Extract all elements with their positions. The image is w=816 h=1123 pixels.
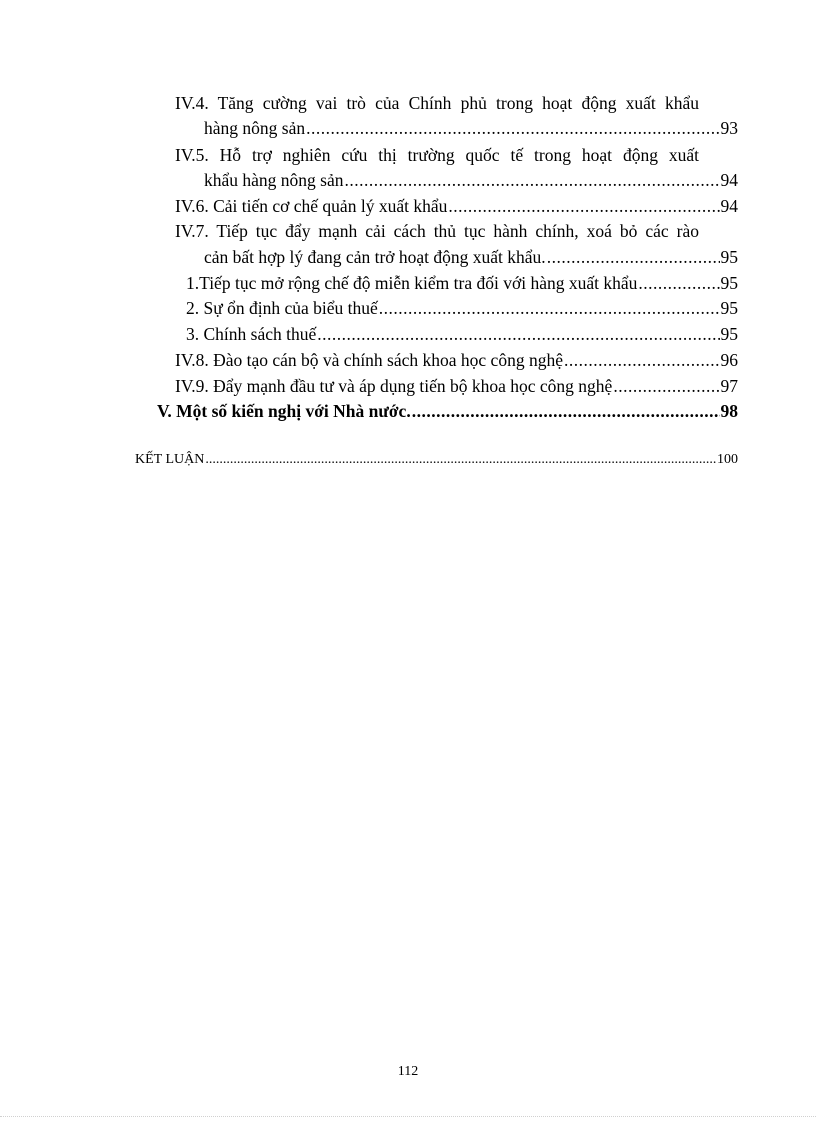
toc-entry-text: hàng nông sản	[204, 118, 306, 138]
toc-entry-text: 1.Tiếp tục mở rộng chế độ miễn kiểm tra đối với hàng xuất khẩu	[186, 273, 638, 293]
dot-leader	[412, 400, 720, 422]
dot-leader	[613, 375, 719, 397]
toc-page-number: 95	[720, 247, 738, 267]
toc-page-number: 97	[720, 376, 738, 396]
toc-entry-iv7-sub3[interactable]	[186, 323, 738, 345]
dot-leader	[564, 349, 720, 371]
dot-leader	[306, 117, 719, 139]
toc-page-number: 95	[720, 273, 738, 293]
toc-entry-iv7-line1: IV.7. Tiếp tục đẩy mạnh cải cách thủ tục hành chính, xoá bỏ các rào	[175, 221, 699, 241]
toc-entry-text: 3. Chính sách thuế	[186, 324, 317, 344]
toc-entry-text: IV.8. Đào tạo cán bộ và chính sách khoa học công nghệ	[175, 350, 563, 370]
dot-leader	[448, 195, 719, 217]
dot-leader	[317, 323, 719, 345]
toc-page-number: 94	[720, 170, 738, 190]
toc-entry-text: KẾT LUẬN	[135, 452, 205, 467]
dot-leader	[345, 169, 720, 191]
toc-page-number: 93	[720, 118, 738, 138]
toc-entry-text: V. Một số kiến nghị với Nhà nước.	[157, 401, 411, 421]
toc-entry-iv7-sub2[interactable]	[186, 297, 738, 319]
toc-entry-iv8[interactable]	[175, 349, 738, 371]
toc-entry-iv4-line2[interactable]	[204, 117, 738, 139]
toc-page-number: 95	[720, 324, 738, 344]
toc-page-number: 100	[717, 452, 738, 467]
dot-leader	[638, 272, 719, 294]
dot-leader	[379, 297, 720, 319]
toc-entry-iv5-line2[interactable]	[204, 169, 738, 191]
toc-entry-text: cản bất hợp lý đang cản trở hoạt động xuất khẩu.	[204, 247, 546, 267]
toc-entry-iv5-line1: IV.5. Hỗ trợ nghiên cứu thị trường quốc tế trong hoạt động xuất	[175, 145, 699, 165]
toc-entry-iv7-line2[interactable]	[204, 246, 738, 268]
toc-entry-iv6[interactable]	[175, 195, 738, 217]
page-footer-number: 112	[397, 1064, 419, 1079]
dot-leader	[547, 246, 720, 268]
dot-leader	[205, 449, 716, 471]
toc-page-number: 94	[720, 196, 738, 216]
toc-entry-text: IV.6. Cải tiến cơ chế quản lý xuất khẩu	[175, 196, 448, 216]
toc-entry-ket-luan[interactable]	[135, 449, 738, 471]
toc-page-number: 95	[720, 298, 738, 318]
toc-entry-text: IV.9. Đẩy mạnh đầu tư và áp dụng tiến bộ khoa học công nghệ	[175, 376, 613, 396]
toc-entry-v[interactable]	[157, 400, 738, 422]
page-bottom-divider	[0, 1116, 816, 1117]
toc-page-number: 98	[720, 401, 738, 421]
toc-page-number: 96	[720, 350, 738, 370]
toc-entry-text: khẩu hàng nông sản	[204, 170, 344, 190]
toc-entry-iv7-sub1[interactable]	[186, 272, 738, 294]
toc-entry-iv9[interactable]	[175, 375, 738, 397]
toc-entry-iv4-line1: IV.4. Tăng cường vai trò của Chính phủ trong hoạt động xuất khẩu	[175, 93, 699, 113]
toc-entry-text: 2. Sự ổn định của biểu thuế	[186, 298, 378, 318]
